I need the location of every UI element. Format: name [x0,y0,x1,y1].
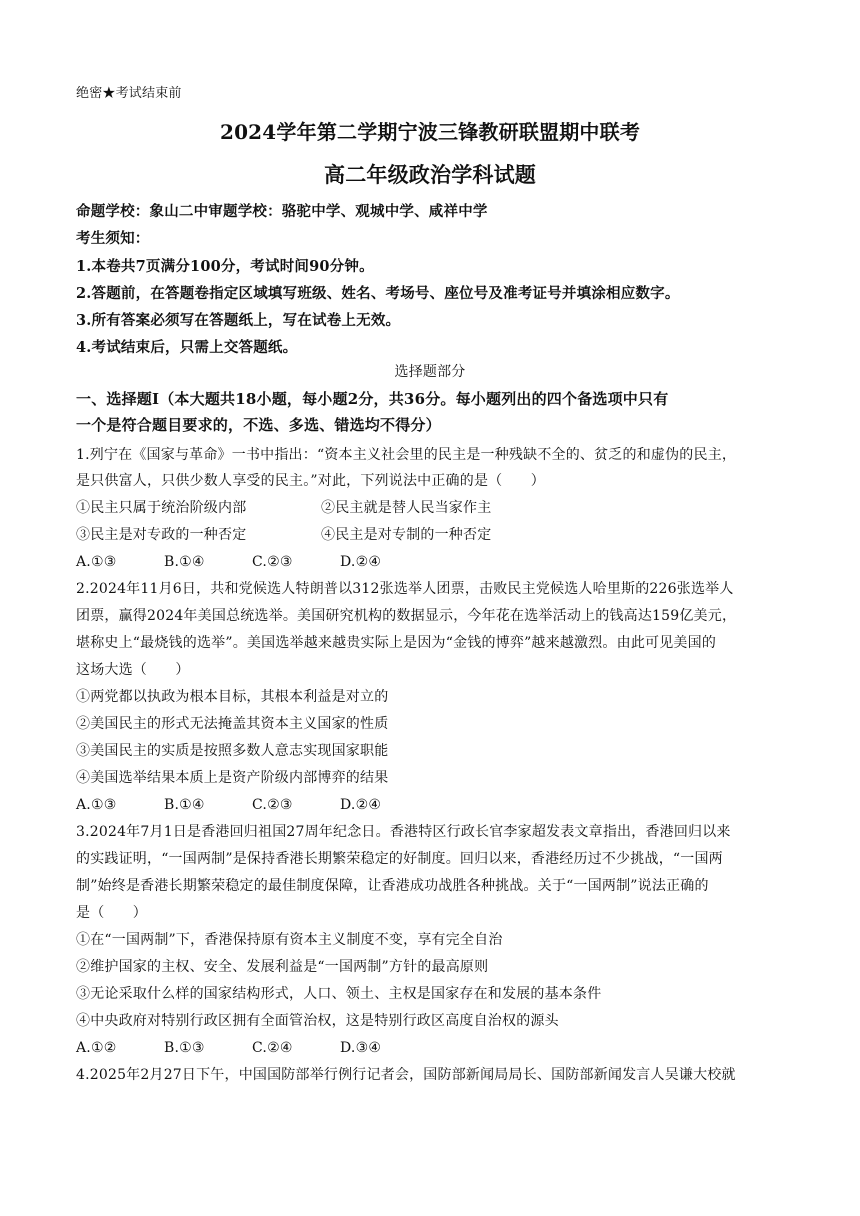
notice-3: 3.所有答案必须写在答题纸上，写在试卷上无效。 [76,312,401,329]
notice-1: 1.本卷共7页满分100分，考试时间90分钟。 [76,258,374,275]
q3-answer-c[interactable]: C.②④ [252,1040,293,1056]
q2-option-2: ②美国民主的形式无法掩盖其资本主义国家的性质 [76,716,389,732]
q2-answers [76,795,428,815]
q3-option-4: ④中央政府对特别行政区拥有全面管治权，这是特别行政区高度自治权的源头 [76,1013,559,1029]
q3-stem-3: 制”始终是香港长期繁荣稳定的最佳制度保障，让香港成功战胜各种挑战。关于“一国两制”说法正确的 [76,878,709,894]
q2-answer-d[interactable]: D.②④ [340,797,382,813]
exam-subtitle: 高二年级政治学科试题 [324,162,536,187]
q3-answer-b[interactable]: B.①③ [164,1040,205,1056]
q3-stem-4: 是（ ） [76,905,147,921]
q1-stem-1: 1.列宁在《国家与革命》一书中指出：“资本主义社会里的民主是一种残缺不全的、贫乏的和虚伪的民主， [76,447,737,463]
q3-option-1: ①在“一国两制”下，香港保持原有资本主义制度不变，享有完全自治 [76,932,503,948]
notice-title: 考生须知： [76,230,150,247]
q1-answer-b[interactable]: B.①④ [164,554,205,570]
q2-stem-1: 2.2024年11月6日，共和党候选人特朗普以312张选举人团票，击败民主党候选人哈里斯的226张选举人 [76,581,734,597]
q1-option-4: ④民主是对专制的一种否定 [321,527,492,543]
notice-2: 2.答题前，在答题卷指定区域填写班级、姓名、考场号、座位号及准考证号并填涂相应数字。 [76,285,680,302]
section-heading-1: 一、选择题Ⅰ（本大题共18小题，每小题2分，共36分。每小题列出的四个备选项中只有 [76,390,669,408]
q3-answer-d[interactable]: D.③④ [340,1040,382,1056]
q1-answer-d[interactable]: D.②④ [340,554,382,570]
q2-option-3: ③美国民主的实质是按照多数人意志实现国家职能 [76,743,389,759]
q1-answer-c[interactable]: C.②③ [252,554,293,570]
q2-answer-a[interactable]: A.①③ [76,797,117,813]
q2-stem-2: 团票，赢得2024年美国总统选举。美国研究机构的数据显示，今年花在选举活动上的钱高达159亿美元， [76,608,737,624]
section-name: 选择题部分 [394,364,466,380]
q2-option-1: ①两党都以执政为根本目标，其根本利益是对立的 [76,689,389,705]
confidential-label: 绝密★考试结束前 [76,86,182,101]
exam-title: 2024学年第二学期宁波三锋教研联盟期中联考 [219,120,641,144]
q1-stem-2: 是只供富人，只供少数人享受的民主。”对此，下列说法中正确的是（ ） [76,473,545,489]
q1-options-row-2 [76,525,491,545]
q2-answer-c[interactable]: C.②③ [252,797,293,813]
q1-answer-a[interactable]: A.①③ [76,554,117,570]
q1-option-3: ③民主是对专政的一种否定 [76,527,247,543]
schools-line: 命题学校：象山二中审题学校：骆驼中学、观城中学、咸祥中学 [76,203,488,220]
q3-option-3: ③无论采取什么样的国家结构形式，人口、领土、主权是国家存在和发展的基本条件 [76,986,602,1002]
q4-stem-1: 4.2025年2月27日下午，中国国防部举行例行记者会，国防部新闻局局长、国防部新闻发言人吴谦大校就 [76,1067,736,1083]
section-heading-2: 一个是符合题目要求的，不选、多选、错选均不得分） [76,416,441,434]
q1-options-row-1 [76,498,491,518]
q3-answer-a[interactable]: A.①② [76,1040,117,1056]
q3-option-2: ②维护国家的主权、安全、发展利益是“一国两制”方针的最高原则 [76,959,489,975]
q2-option-4: ④美国选举结果本质上是资产阶级内部博弈的结果 [76,770,389,786]
q1-answers [76,552,428,572]
q3-answers [76,1038,428,1058]
notice-4: 4.考试结束后，只需上交答题纸。 [76,339,298,356]
q3-stem-1: 3.2024年7月1日是香港回归祖国27周年纪念日。香港特区行政长官李家超发表文章指出，香港回归以来 [76,824,731,840]
q3-stem-2: 的实践证明，“一国两制”是保持香港长期繁荣稳定的好制度。回归以来，香港经历过不少挑战，“一国两 [76,851,723,867]
q2-stem-3: 堪称史上“最烧钱的选举”。美国选举越来越贵实际上是因为“金钱的博弈”越来越激烈。由此可见美国的 [76,635,717,651]
q1-option-1: ①民主只属于统治阶级内部 [76,500,247,516]
q2-stem-4: 这场大选（ ） [76,662,190,678]
q2-answer-b[interactable]: B.①④ [164,797,205,813]
q1-option-2: ②民主就是替人民当家作主 [321,500,492,516]
